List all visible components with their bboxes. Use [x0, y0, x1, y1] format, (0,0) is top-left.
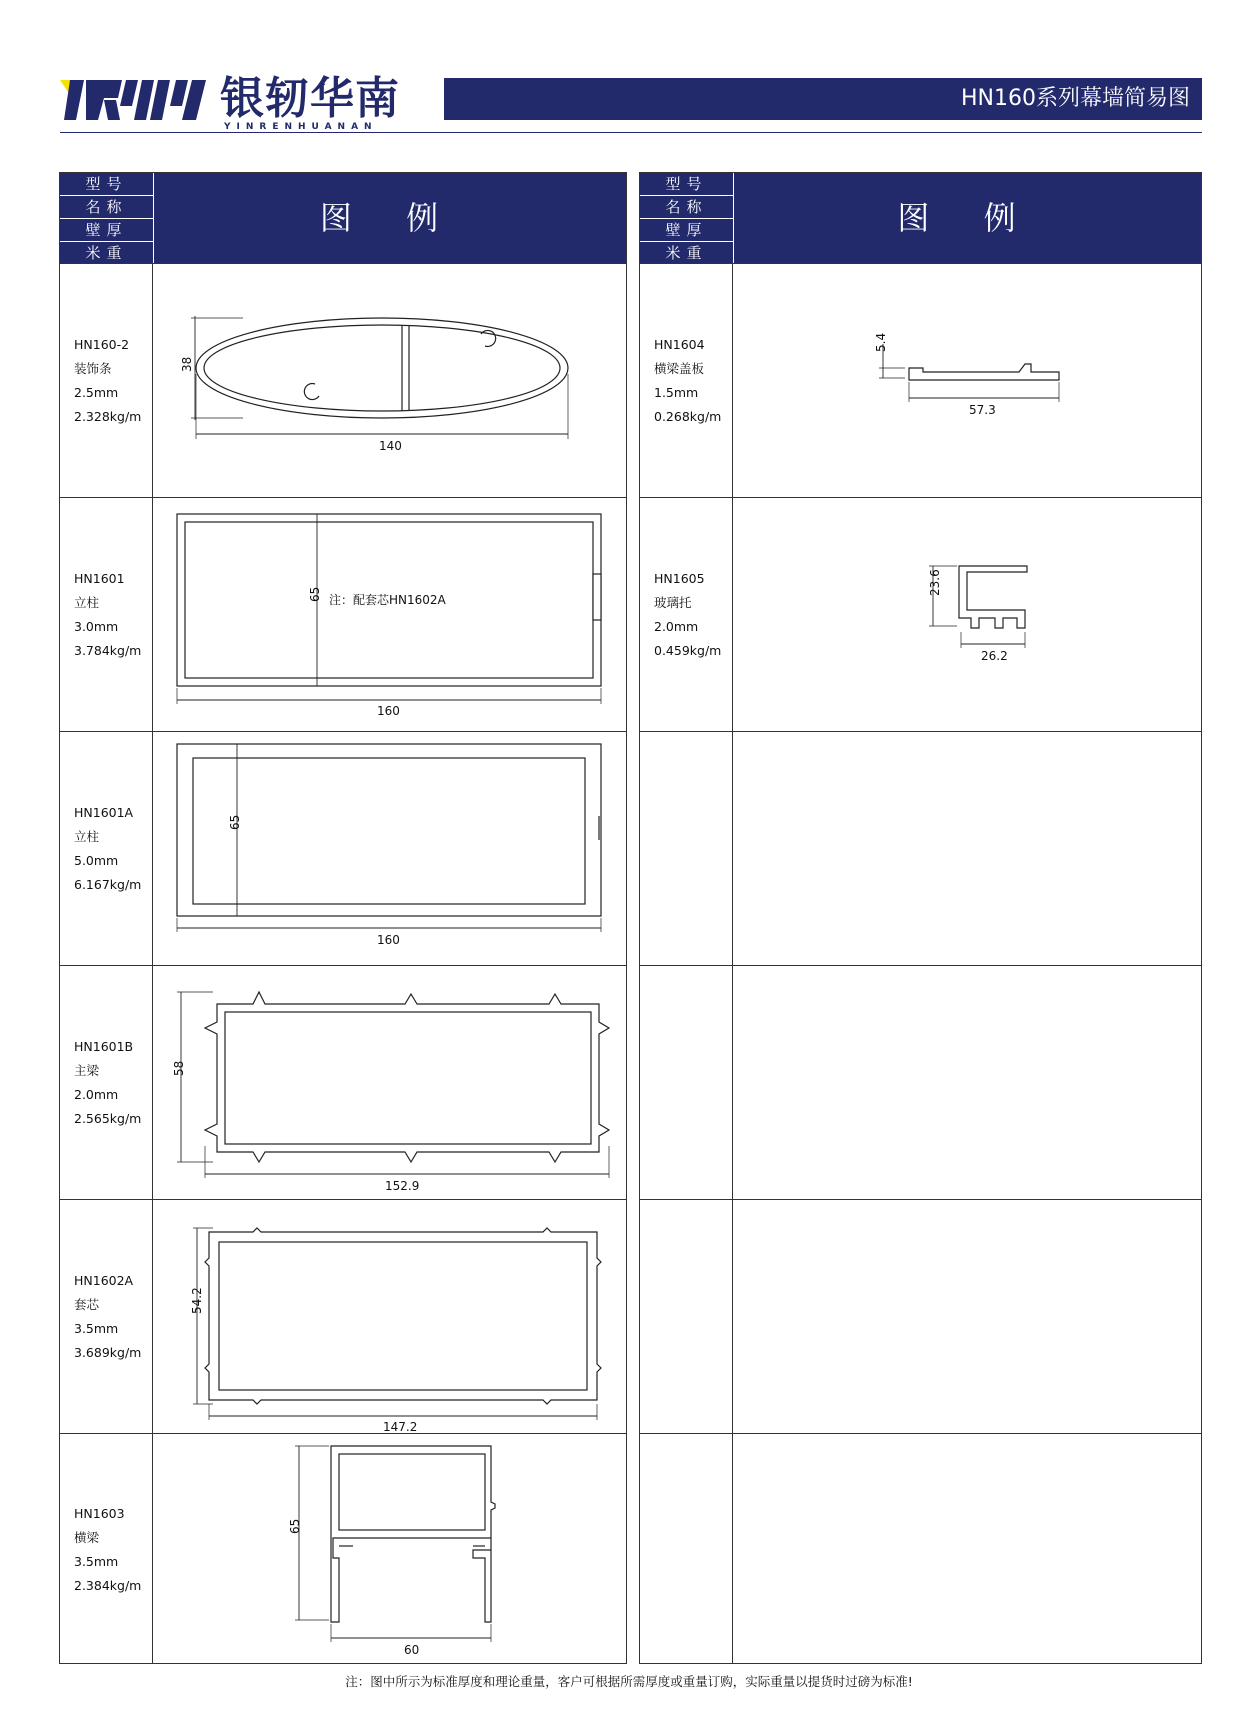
brand-name-en: YINRENHUANAN [224, 122, 378, 132]
empty-table-row [640, 1433, 1201, 1666]
dim-height: 65 [288, 1518, 302, 1534]
dim-height: 23.6 [928, 569, 942, 596]
profile-thickness: 2.0mm [654, 619, 699, 634]
profile-info [654, 567, 721, 663]
profile-model: HN1601A [74, 805, 134, 820]
profile-name: 立柱 [74, 595, 100, 610]
dim-height: 65 [228, 814, 242, 830]
label-thickness: 壁厚 [60, 219, 153, 242]
profile-weight: 2.565kg/m [74, 1111, 142, 1126]
profile-thickness: 2.0mm [74, 1087, 119, 1102]
profile-thickness: 2.5mm [74, 385, 119, 400]
table-row [60, 1433, 626, 1666]
label-name: 名称 [640, 196, 733, 219]
profile-thickness: 3.5mm [74, 1321, 119, 1336]
dim-height: 58 [172, 1060, 186, 1076]
profile-model: HN1601 [74, 571, 125, 586]
table-row [60, 731, 626, 966]
table-header [640, 173, 1201, 263]
profile-drawing [153, 1434, 626, 1666]
dim-width: 160 [377, 933, 400, 947]
header-title: 图 例 [897, 199, 1038, 237]
dim-width: 140 [379, 439, 402, 453]
brand-name-cn: 银轫华南 [220, 73, 400, 124]
table-row [60, 497, 626, 732]
label-model: 型号 [60, 173, 153, 196]
profile-name: 横梁盖板 [654, 361, 705, 376]
profile-weight: 2.384kg/m [74, 1578, 142, 1593]
dim-width: 60 [404, 1643, 420, 1657]
dim-width: 160 [377, 704, 400, 718]
profile-name: 主梁 [74, 1063, 100, 1078]
header-bar [444, 78, 1202, 120]
dim-width: 152.9 [385, 1179, 420, 1193]
profile-drawing [153, 498, 626, 732]
profile-thickness: 3.0mm [74, 619, 119, 634]
profile-info [74, 1269, 141, 1365]
label-weight: 米重 [85, 244, 128, 262]
profile-drawing [153, 264, 626, 498]
brand-logo [60, 74, 440, 130]
profile-thickness: 3.5mm [74, 1554, 119, 1569]
header-divider [60, 132, 1202, 133]
profile-weight: 0.268kg/m [654, 409, 722, 424]
profile-name: 套芯 [74, 1297, 100, 1312]
label-weight: 米重 [665, 244, 708, 262]
dim-width: 57.3 [969, 403, 996, 417]
header-title: 图 例 [319, 199, 461, 237]
header-labels [640, 173, 733, 263]
dim-height: 5.4 [874, 332, 888, 352]
footnote: 注：图中所示为标准厚度和理论重量，客户可根据所需厚度或重量订购，实际重量以提货时过磅为标准! [345, 1674, 913, 1689]
profile-model: HN1601B [74, 1039, 134, 1054]
left-profile-table [59, 172, 627, 1664]
profile-name: 玻璃托 [654, 595, 692, 610]
table-row [60, 965, 626, 1200]
label-thickness: 壁厚 [640, 219, 733, 242]
empty-table-row [640, 731, 1201, 966]
profile-model: HN1605 [654, 571, 705, 586]
profile-info [74, 1502, 141, 1598]
header-labels [60, 173, 153, 263]
logo-mark-icon [60, 76, 220, 122]
empty-table-row [640, 1199, 1201, 1434]
profile-name: 横梁 [74, 1530, 100, 1545]
label-model: 型号 [640, 173, 733, 196]
profile-model: HN160-2 [74, 337, 130, 352]
dim-height: 54.2 [190, 1287, 204, 1314]
dim-height: 65 [308, 586, 322, 602]
profile-drawing [153, 732, 626, 966]
profile-weight: 6.167kg/m [74, 877, 142, 892]
profile-info [74, 567, 141, 663]
table-header [60, 173, 626, 263]
dim-height: 38 [180, 356, 194, 372]
profile-drawing [733, 498, 1201, 732]
profile-drawing [153, 966, 626, 1200]
table-row [640, 263, 1201, 498]
dim-width: 147.2 [383, 1420, 418, 1434]
label-name: 名称 [60, 196, 153, 219]
profile-info [654, 333, 721, 429]
profile-weight: 3.689kg/m [74, 1345, 142, 1360]
profile-model: HN1603 [74, 1506, 125, 1521]
dim-width: 26.2 [981, 649, 1008, 663]
profile-name: 装饰条 [74, 361, 112, 376]
right-profile-table [639, 172, 1202, 1664]
profile-weight: 3.784kg/m [74, 643, 142, 658]
table-row [60, 263, 626, 498]
profile-note: 注：配套芯HN1602A [329, 593, 446, 607]
profile-thickness: 1.5mm [654, 385, 699, 400]
profile-weight: 0.459kg/m [654, 643, 722, 658]
profile-weight: 2.328kg/m [74, 409, 142, 424]
page-title: HN160系列幕墙简易图 [961, 86, 1190, 111]
profile-name: 立柱 [74, 829, 100, 844]
profile-model: HN1604 [654, 337, 705, 352]
table-row [640, 497, 1201, 732]
profile-info [74, 1035, 141, 1131]
table-row [60, 1199, 626, 1434]
profile-info [74, 801, 141, 897]
profile-info [74, 333, 141, 429]
profile-model: HN1602A [74, 1273, 134, 1288]
profile-thickness: 5.0mm [74, 853, 119, 868]
empty-table-row [640, 965, 1201, 1200]
profile-drawing [153, 1200, 626, 1434]
profile-drawing [733, 264, 1201, 498]
